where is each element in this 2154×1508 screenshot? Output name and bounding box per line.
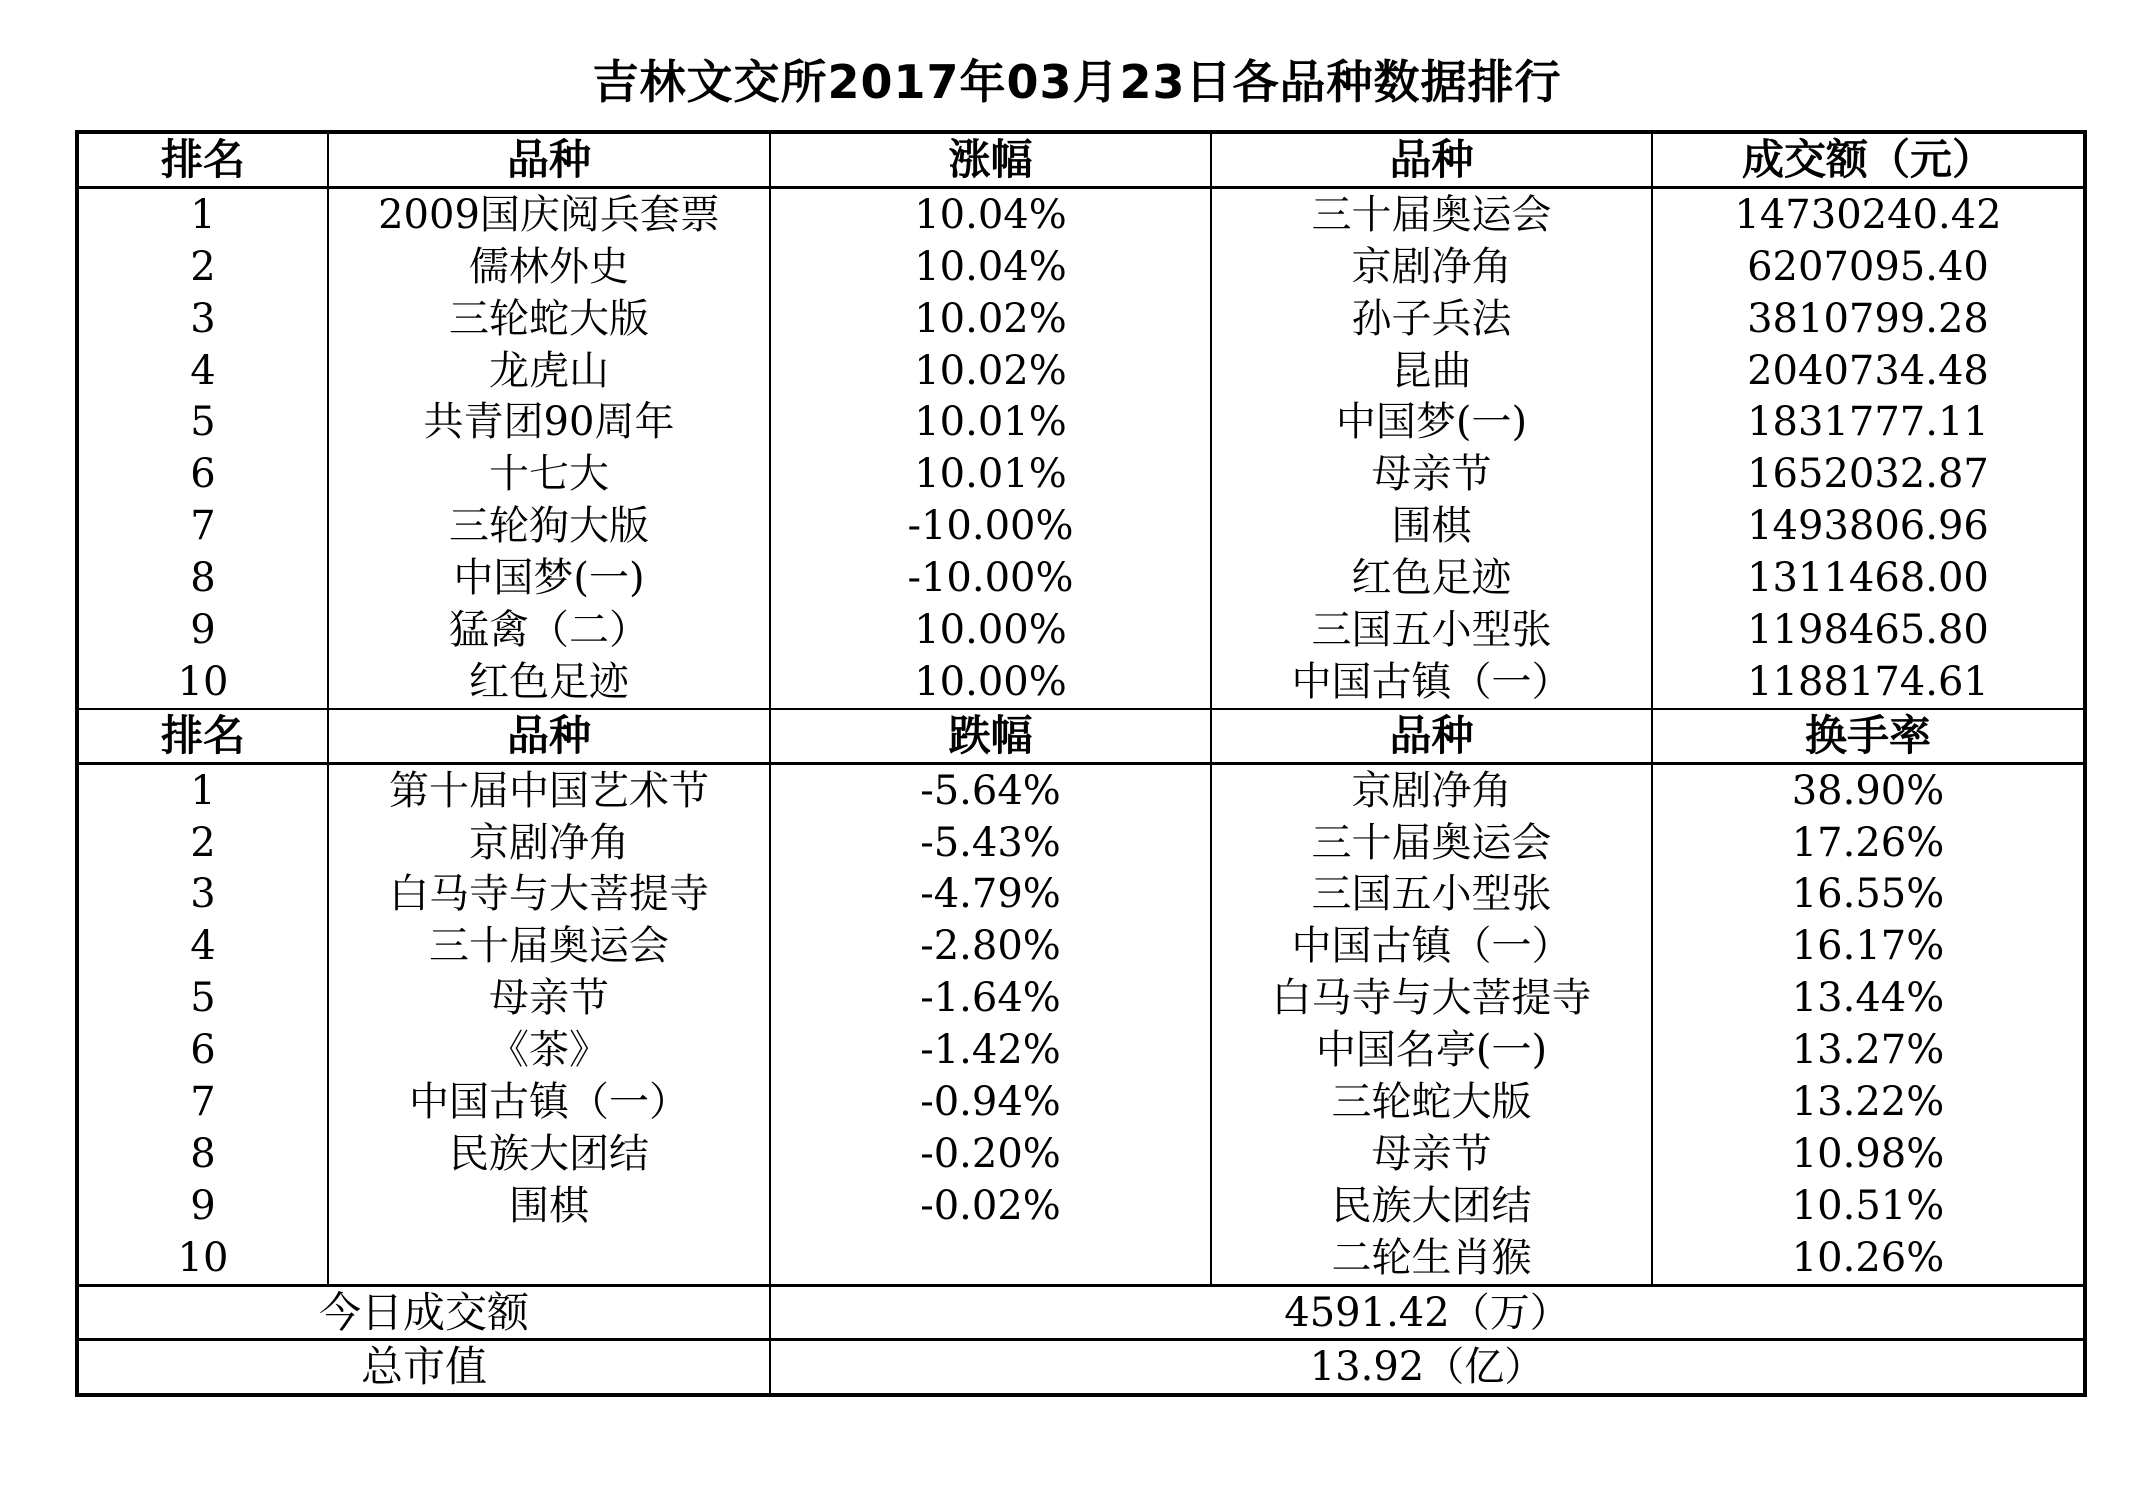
rank-cell: 4 (77, 920, 328, 972)
variety-cell: 三轮蛇大版 (1211, 1076, 1652, 1128)
change-cell: 10.04% (770, 187, 1211, 240)
metric-cell: 1652032.87 (1652, 448, 2085, 500)
change-cell: -1.64% (770, 972, 1211, 1024)
table-header-row (77, 132, 2085, 187)
variety-cell: 三十届奥运会 (1211, 187, 1652, 240)
column-header: 换手率 (1652, 709, 2085, 763)
variety-cell: 2009国庆阅兵套票 (328, 187, 770, 240)
variety-cell: 红色足迹 (1211, 552, 1652, 604)
metric-cell: 14730240.42 (1652, 187, 2085, 240)
metric-cell: 1198465.80 (1652, 604, 2085, 656)
rank-cell: 1 (77, 187, 328, 240)
table-row (77, 448, 2085, 500)
change-cell: 10.01% (770, 448, 1211, 500)
change-cell: 10.01% (770, 396, 1211, 448)
column-header: 跌幅 (770, 709, 1211, 763)
variety-cell: 猛禽（二） (328, 604, 770, 656)
table-row (77, 1024, 2085, 1076)
change-cell (770, 1232, 1211, 1285)
variety-cell: 第十届中国艺术节 (328, 763, 770, 816)
change-cell: -0.20% (770, 1128, 1211, 1180)
variety-cell: 三十届奥运会 (328, 920, 770, 972)
table-row (77, 763, 2085, 816)
variety-cell: 龙虎山 (328, 345, 770, 397)
variety-cell: 十七大 (328, 448, 770, 500)
metric-cell: 10.26% (1652, 1232, 2085, 1285)
table-row (77, 293, 2085, 345)
variety-cell: 母亲节 (1211, 1128, 1652, 1180)
variety-cell: 中国古镇（一） (1211, 656, 1652, 709)
metric-cell: 2040734.48 (1652, 345, 2085, 397)
summary-label: 总市值 (77, 1340, 770, 1395)
summary-row (77, 1285, 2085, 1340)
column-header: 排名 (77, 709, 328, 763)
column-header: 品种 (1211, 709, 1652, 763)
summary-value: 13.92（亿） (770, 1340, 2085, 1395)
metric-cell: 38.90% (1652, 763, 2085, 816)
variety-cell: 京剧净角 (1211, 763, 1652, 816)
rank-cell: 3 (77, 868, 328, 920)
table-row (77, 500, 2085, 552)
table-row (77, 1076, 2085, 1128)
variety-cell (328, 1232, 770, 1285)
rank-cell: 2 (77, 241, 328, 293)
table-row (77, 817, 2085, 869)
metric-cell: 17.26% (1652, 817, 2085, 869)
variety-cell: 儒林外史 (328, 241, 770, 293)
variety-cell: 三轮狗大版 (328, 500, 770, 552)
table-row (77, 241, 2085, 293)
summary-label: 今日成交额 (77, 1285, 770, 1340)
rank-cell: 8 (77, 552, 328, 604)
table-header-row (77, 709, 2085, 763)
table-row (77, 396, 2085, 448)
change-cell: -5.43% (770, 817, 1211, 869)
rank-cell: 4 (77, 345, 328, 397)
rank-cell: 7 (77, 500, 328, 552)
variety-cell: 中国名亭(一) (1211, 1024, 1652, 1076)
rank-cell: 1 (77, 763, 328, 816)
variety-cell: 《茶》 (328, 1024, 770, 1076)
variety-cell: 白马寺与大菩提寺 (1211, 972, 1652, 1024)
metric-cell: 3810799.28 (1652, 293, 2085, 345)
table-row (77, 868, 2085, 920)
metric-cell: 1831777.11 (1652, 396, 2085, 448)
change-cell: -1.42% (770, 1024, 1211, 1076)
variety-cell: 共青团90周年 (328, 396, 770, 448)
metric-cell: 1493806.96 (1652, 500, 2085, 552)
change-cell: 10.04% (770, 241, 1211, 293)
rank-cell: 10 (77, 1232, 328, 1285)
rank-cell: 9 (77, 1180, 328, 1232)
rank-cell: 8 (77, 1128, 328, 1180)
variety-cell: 母亲节 (1211, 448, 1652, 500)
column-header: 排名 (77, 132, 328, 187)
rank-cell: 6 (77, 1024, 328, 1076)
variety-cell: 民族大团结 (1211, 1180, 1652, 1232)
metric-cell: 13.27% (1652, 1024, 2085, 1076)
variety-cell: 围棋 (328, 1180, 770, 1232)
table-row (77, 656, 2085, 709)
ranking-table-body (77, 132, 2085, 1395)
column-header: 品种 (328, 709, 770, 763)
summary-row (77, 1340, 2085, 1395)
change-cell: -4.79% (770, 868, 1211, 920)
rank-cell: 5 (77, 972, 328, 1024)
metric-cell: 10.98% (1652, 1128, 2085, 1180)
variety-cell: 京剧净角 (328, 817, 770, 869)
change-cell: 10.00% (770, 656, 1211, 709)
metric-cell: 6207095.40 (1652, 241, 2085, 293)
change-cell: -0.02% (770, 1180, 1211, 1232)
change-cell: -2.80% (770, 920, 1211, 972)
variety-cell: 红色足迹 (328, 656, 770, 709)
metric-cell: 16.55% (1652, 868, 2085, 920)
column-header: 成交额（元） (1652, 132, 2085, 187)
table-row (77, 972, 2085, 1024)
rank-cell: 10 (77, 656, 328, 709)
variety-cell: 中国古镇（一） (328, 1076, 770, 1128)
rank-cell: 7 (77, 1076, 328, 1128)
rank-cell: 3 (77, 293, 328, 345)
page-title: 吉林文交所2017年03月23日各品种数据排行 (592, 55, 1562, 109)
column-header: 品种 (1211, 132, 1652, 187)
variety-cell: 白马寺与大菩提寺 (328, 868, 770, 920)
rank-cell: 2 (77, 817, 328, 869)
table-row (77, 1180, 2085, 1232)
metric-cell: 1188174.61 (1652, 656, 2085, 709)
variety-cell: 三轮蛇大版 (328, 293, 770, 345)
ranking-table (75, 130, 2087, 1397)
metric-cell: 13.22% (1652, 1076, 2085, 1128)
variety-cell: 围棋 (1211, 500, 1652, 552)
change-cell: -10.00% (770, 500, 1211, 552)
rank-cell: 5 (77, 396, 328, 448)
change-cell: -10.00% (770, 552, 1211, 604)
variety-cell: 二轮生肖猴 (1211, 1232, 1652, 1285)
metric-cell: 10.51% (1652, 1180, 2085, 1232)
variety-cell: 三十届奥运会 (1211, 817, 1652, 869)
variety-cell: 京剧净角 (1211, 241, 1652, 293)
change-cell: 10.02% (770, 345, 1211, 397)
table-row (77, 1128, 2085, 1180)
summary-value: 4591.42（万） (770, 1285, 2085, 1340)
change-cell: -0.94% (770, 1076, 1211, 1128)
table-row (77, 552, 2085, 604)
variety-cell: 昆曲 (1211, 345, 1652, 397)
table-row (77, 187, 2085, 240)
variety-cell: 孙子兵法 (1211, 293, 1652, 345)
variety-cell: 民族大团结 (328, 1128, 770, 1180)
table-row (77, 604, 2085, 656)
table-row (77, 1232, 2085, 1285)
change-cell: 10.00% (770, 604, 1211, 656)
variety-cell: 中国古镇（一） (1211, 920, 1652, 972)
column-header: 品种 (328, 132, 770, 187)
table-row (77, 920, 2085, 972)
variety-cell: 母亲节 (328, 972, 770, 1024)
table-row (77, 345, 2085, 397)
rank-cell: 6 (77, 448, 328, 500)
variety-cell: 中国梦(一) (1211, 396, 1652, 448)
change-cell: 10.02% (770, 293, 1211, 345)
column-header: 涨幅 (770, 132, 1211, 187)
change-cell: -5.64% (770, 763, 1211, 816)
variety-cell: 三国五小型张 (1211, 868, 1652, 920)
variety-cell: 三国五小型张 (1211, 604, 1652, 656)
metric-cell: 1311468.00 (1652, 552, 2085, 604)
variety-cell: 中国梦(一) (328, 552, 770, 604)
rank-cell: 9 (77, 604, 328, 656)
metric-cell: 16.17% (1652, 920, 2085, 972)
metric-cell: 13.44% (1652, 972, 2085, 1024)
